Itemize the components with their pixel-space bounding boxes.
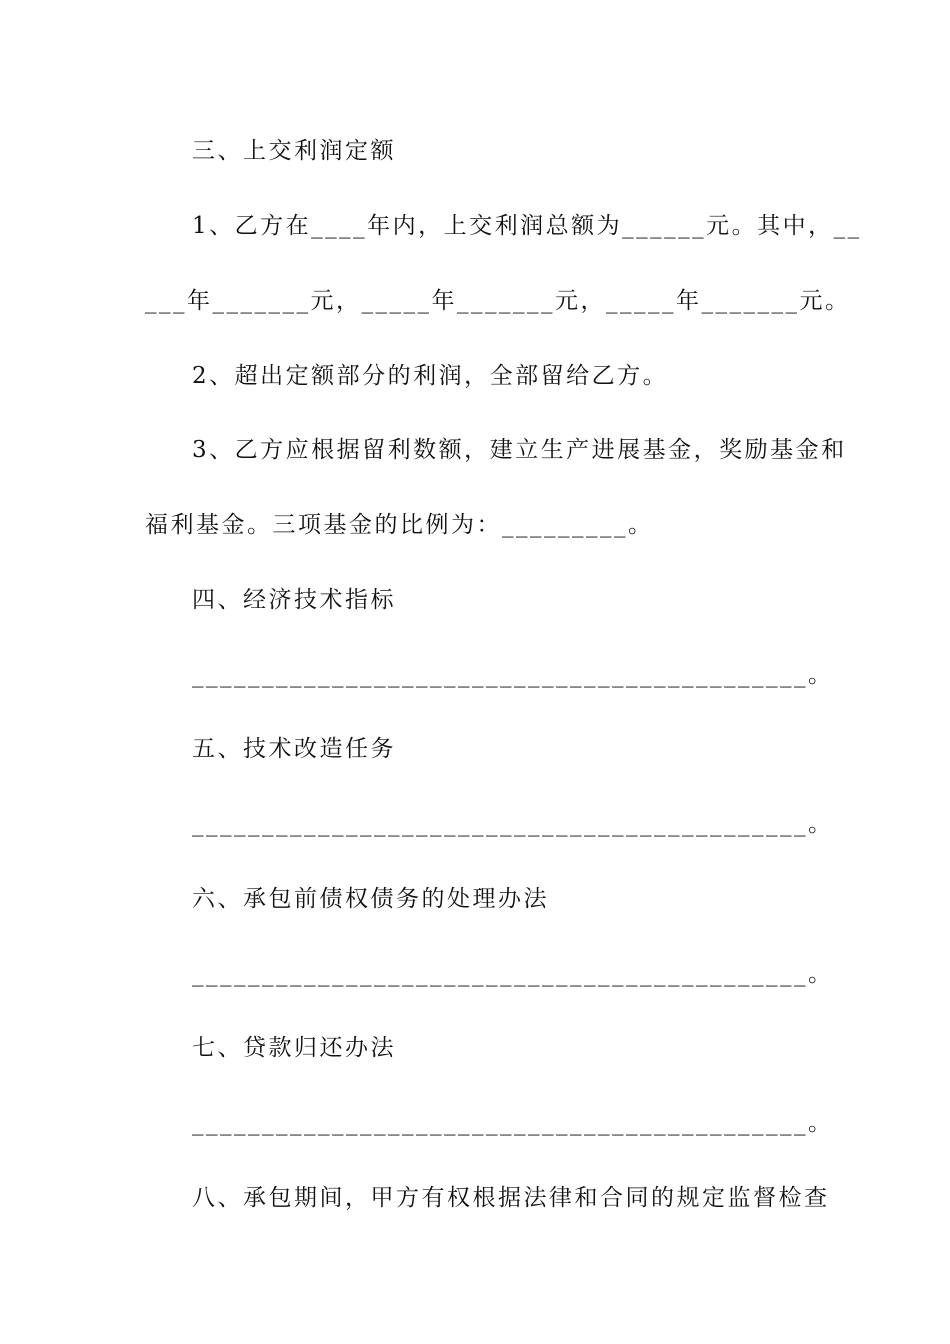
paragraph-line: ___年_______元，_____年_______元，_____年_______元。 [145, 288, 851, 314]
paragraph-line: 3、乙方应根据留利数额，建立生产进展基金，奖励基金和 [192, 437, 847, 463]
section-heading-8: 八、承包期间，甲方有权根据法律和合同的规定监督检查 [192, 1185, 830, 1211]
blank-fill-line: ____________________________________________。 [192, 662, 834, 688]
paragraph-line: 福利基金。三项基金的比例为：_________。 [145, 512, 654, 538]
blank-fill-line: ____________________________________________。 [192, 811, 834, 837]
paragraph-line: 1、乙方在____年内，上交利润总额为______元。其中，__ [192, 213, 862, 239]
paragraph-line: 2、超出定额部分的利润，全部留给乙方。 [192, 363, 669, 389]
section-heading-3: 三、上交利润定额 [192, 138, 396, 164]
blank-fill-line: ____________________________________________。 [192, 961, 834, 987]
blank-fill-line: ____________________________________________。 [192, 1110, 834, 1136]
section-heading-7: 七、贷款归还办法 [192, 1035, 396, 1061]
section-heading-4: 四、经济技术指标 [192, 587, 396, 613]
section-heading-5: 五、技术改造任务 [192, 736, 396, 762]
section-heading-6: 六、承包前债权债务的处理办法 [192, 886, 549, 912]
